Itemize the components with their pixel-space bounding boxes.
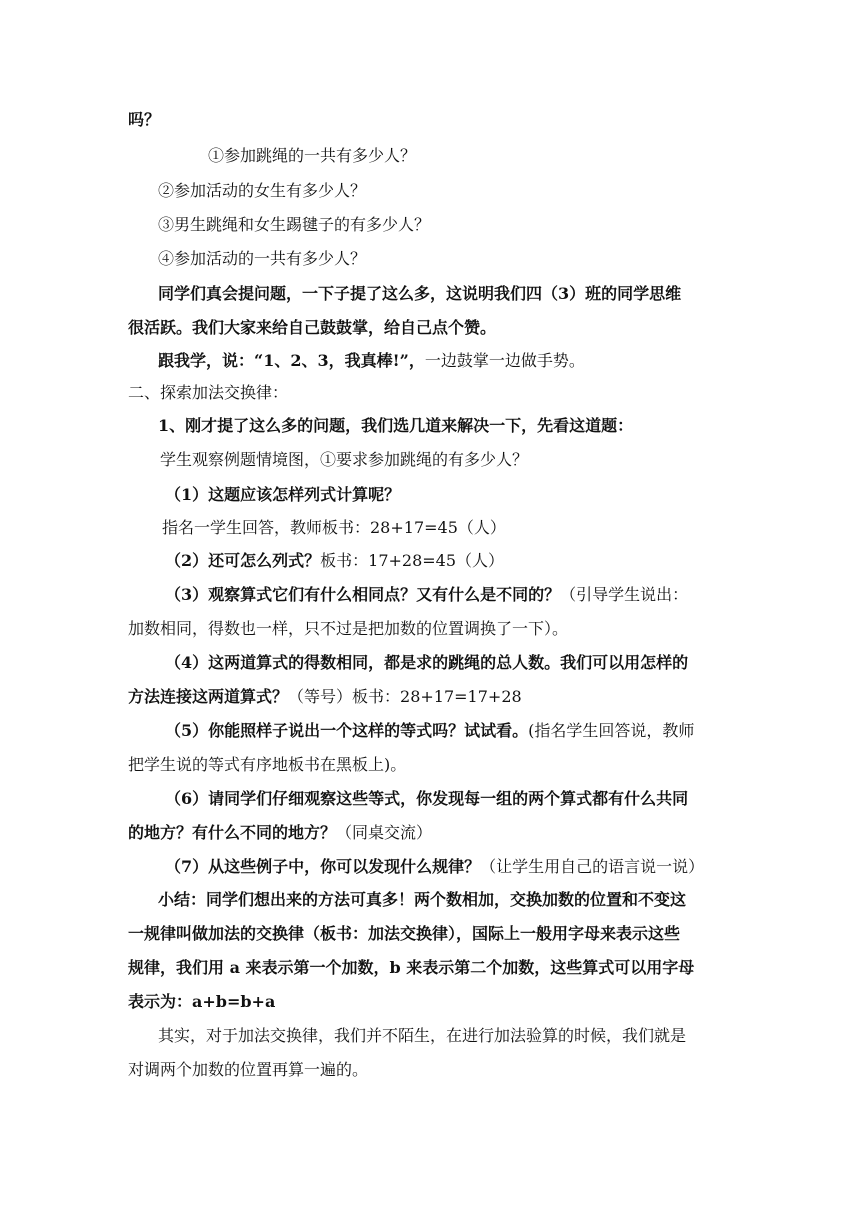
text-bold: 方法连接这两道算式？ [128,687,289,706]
text-normal: （引导学生说出： [560,585,689,604]
text-line: 同学们真会提问题，一下子提了这么多，这说明我们四（3）班的同学思维 [158,284,682,303]
question-2: ②参加活动的女生有多少人？ [158,181,367,200]
question-3: ③男生跳绳和女生踢毽子的有多少人？ [158,215,431,234]
text-bold: （3）观察算式它们有什么相同点？又有什么是不同的？ [165,585,561,604]
text-bold: （7）从这些例子中，你可以发现什么规律？ [165,857,481,876]
text-line: 指名一学生回答，教师板书：28+17=45（人） [162,518,506,537]
text-normal: 板书：17+28=45（人） [320,551,505,570]
text-line: （4）这两道算式的得数相同，都是求的跳绳的总人数。我们可以用怎样的 [165,653,689,672]
text-line [165,857,704,877]
text-line: 学生观察例题情境图，①要求参加跳绳的有多少人？ [160,450,529,469]
question-1: ①参加跳绳的一共有多少人？ [208,146,417,165]
text-bold: （5）你能照样子说出一个这样的等式吗？试试看。 [165,721,529,740]
text-line: 吗？ [128,110,161,129]
text-line [158,351,585,371]
text-line [165,585,688,605]
text-normal: （让学生用自己的语言说一说） [480,857,705,876]
text-line [165,551,504,571]
text-normal: (指名学生回答说，教师 [528,721,695,740]
summary-line: 一规律叫做加法的交换律（板书：加法交换律），国际上一般用字母来表示这些 [128,924,681,943]
text-line: 其实，对于加法交换律，我们并不陌生，在进行加法验算的时候，我们就是 [158,1026,687,1045]
summary-line: 小结：同学们想出来的方法可真多！两个数相加，交换加数的位置和不变这 [158,890,687,909]
text-line: 很活跃。我们大家来给自己鼓鼓掌，给自己点个赞。 [128,318,497,337]
text-line [165,721,694,741]
text-normal: 1、刚才提了这么多的问题，我们选几道来解决一下，先看这道题： [158,416,634,435]
text-line [158,416,633,436]
question-4: ④参加活动的一共有多少人？ [158,249,367,268]
text-line [128,687,522,707]
text-bold: 跟我学，说：“1、2、3，我真棒!”， [158,351,425,370]
text-line [128,823,432,843]
section-heading: 二、探索加法交换律： [128,383,289,402]
text-line: 加数相同，得数也一样，只不过是把加数的位置调换了一下）。 [128,619,569,638]
summary-line: 规律，我们用 a 来表示第一个加数，b 来表示第二个加数，这些算式可以用字母 [128,958,695,977]
text-bold: 的地方？有什么不同的地方？ [128,823,337,842]
text-line: （6）请同学们仔细观察这些等式，你发现每一组的两个算式都有什么共同 [165,789,689,808]
text-line: 把学生说的等式有序地板书在黑板上)。 [128,755,407,774]
text-line: 对调两个加数的位置再算一遍的。 [128,1060,369,1079]
text-bold: （2）还可怎么列式？ [165,551,321,570]
text-normal: 一边鼓掌一边做手势。 [424,351,585,370]
summary-line: 表示为：a+b=b+a [128,992,276,1011]
text-normal: （等号）板书：28+17=17+28 [288,687,522,706]
text-normal: （同桌交流） [336,823,433,842]
text-line: （1）这题应该怎样列式计算呢？ [165,485,401,504]
